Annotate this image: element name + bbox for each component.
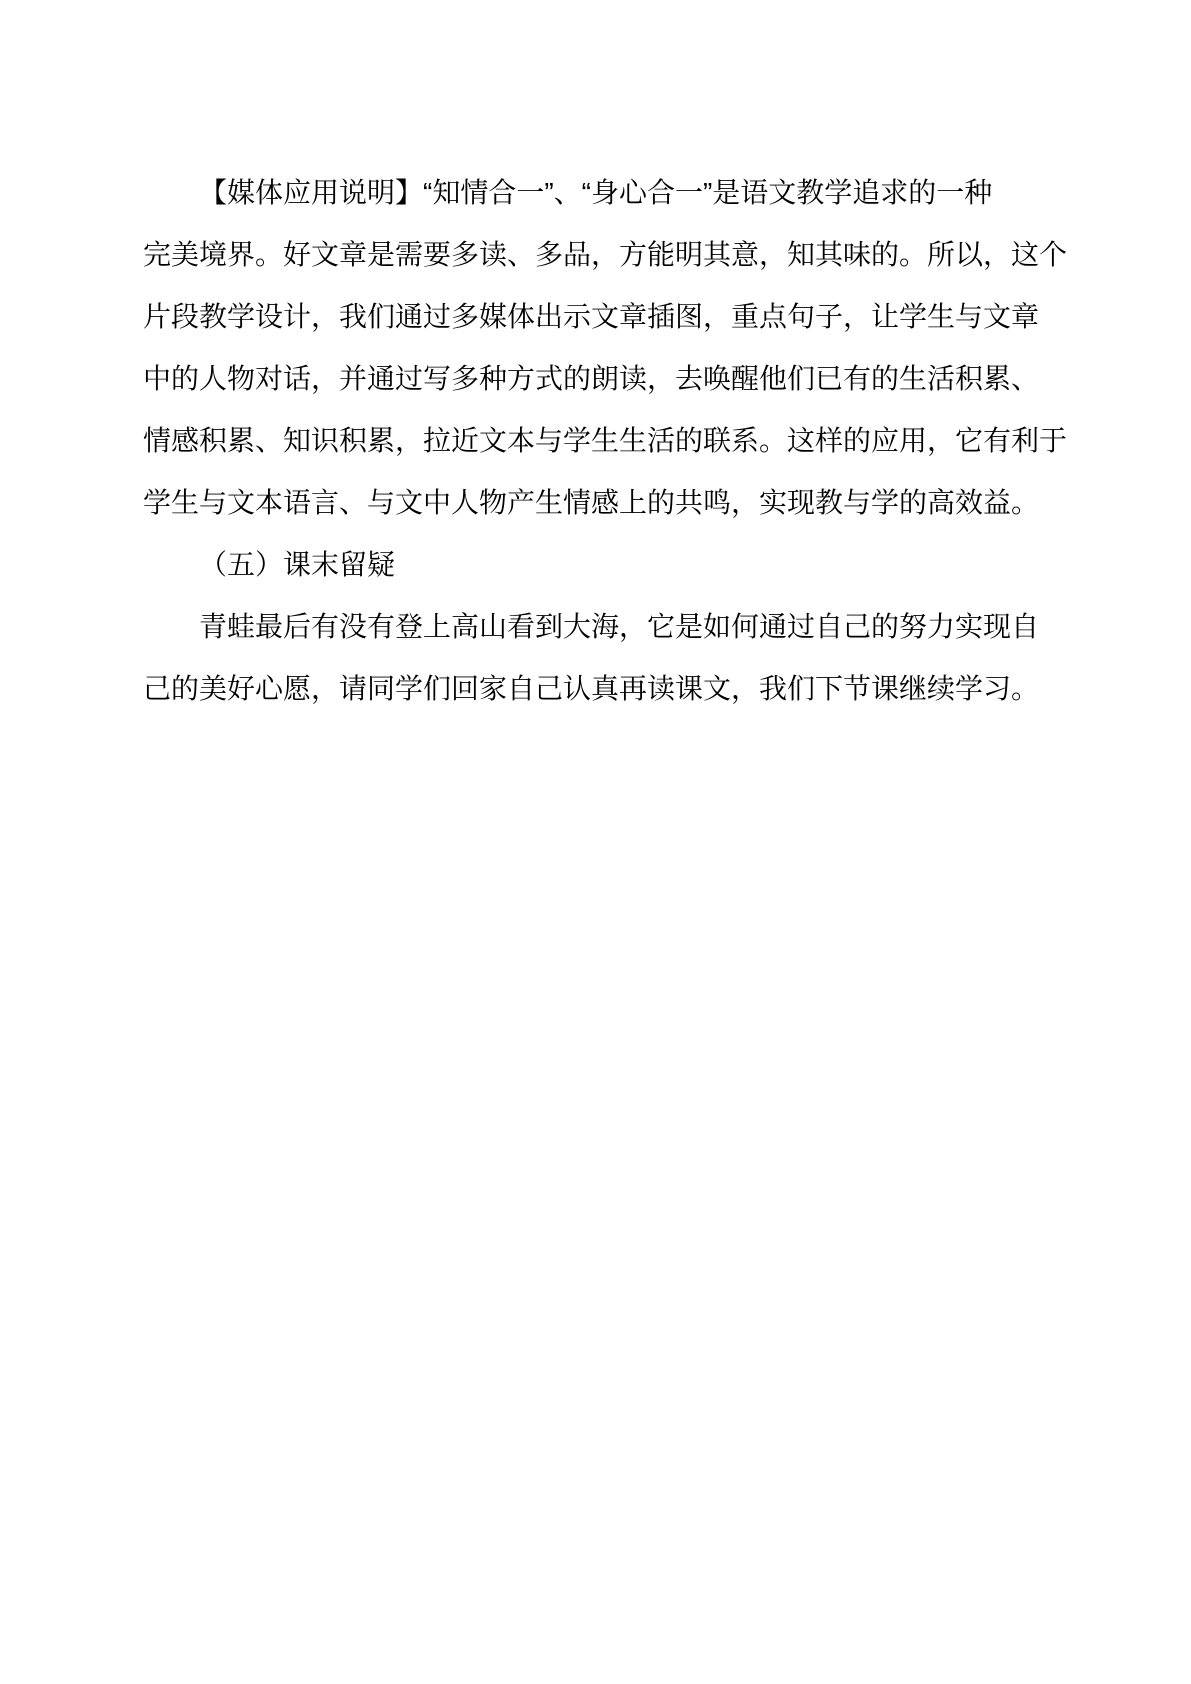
paragraph-line: 中的人物对话，并通过写多种方式的朗读，去唤醒他们已有的生活积累、 bbox=[143, 363, 1040, 394]
paragraph-line: 情感积累、知识积累，拉近文本与学生生活的联系。这样的应用，它有利于 bbox=[143, 425, 1068, 456]
document-body bbox=[143, 162, 1068, 720]
paragraph-line: 【媒体应用说明】“知情合一”、“身心合一”是语文教学追求的一种 bbox=[199, 177, 993, 208]
paragraph-line: 学生与文本语言、与文中人物产生情感上的共鸣，实现教与学的高效益。 bbox=[143, 487, 1040, 518]
paragraph-line: 己的美好心愿，请同学们回家自己认真再读课文，我们下节课继续学习。 bbox=[143, 673, 1040, 704]
closing-paragraph bbox=[143, 596, 1063, 720]
section-heading: （五）课末留疑 bbox=[199, 549, 396, 580]
paragraph-line: 完美境界。好文章是需要多读、多品，方能明其意，知其味的。所以，这个 bbox=[143, 239, 1068, 270]
paragraph-line: 青蛙最后有没有登上高山看到大海，它是如何通过自己的努力实现自 bbox=[199, 611, 1040, 642]
paragraph-line: 片段教学设计，我们通过多媒体出示文章插图，重点句子，让学生与文章 bbox=[143, 301, 1040, 332]
media-explanation-paragraph bbox=[143, 162, 1068, 534]
